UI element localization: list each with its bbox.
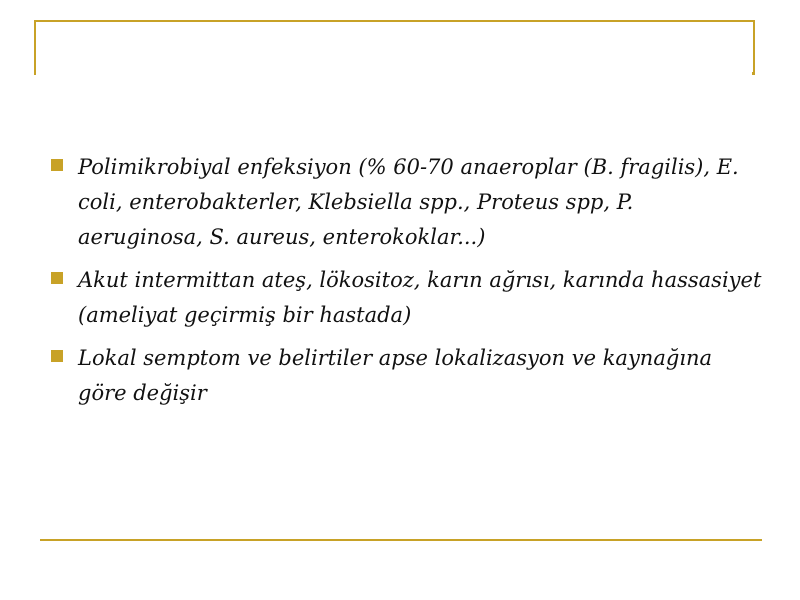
bullet-text: Lokal semptom ve belirtiler apse lokalizasyon ve kaynağına göre değişir (78, 346, 713, 405)
title-frame-top-border (34, 20, 755, 22)
square-bullet-icon (51, 159, 63, 171)
bullet-list (46, 150, 762, 411)
bullet-item-local-symptoms (46, 341, 762, 411)
bullet-text: Akut intermittan ateş, lökositoz, karın ağrısı, karında hassasiyet (ameliyat geçirmiş bir hastada) (78, 268, 762, 327)
bullet-item-polymicrobial-infection (46, 150, 762, 255)
title-frame-corner-dot (752, 72, 755, 75)
title-frame-left-border (34, 20, 36, 75)
bullet-text: Polimikrobiyal enfeksiyon (% 60-70 anaeroplar (B. fragilis), E. coli, enterobakterler, Klebsiella spp., Proteus spp, P. aeruginosa, S. aureus, enterokoklar...) (78, 155, 739, 249)
title-frame-right-border (753, 20, 755, 75)
bottom-divider (40, 539, 762, 541)
square-bullet-icon (51, 350, 63, 362)
bullet-item-acute-symptoms (46, 263, 762, 333)
square-bullet-icon (51, 272, 63, 284)
slide-content (46, 150, 762, 419)
